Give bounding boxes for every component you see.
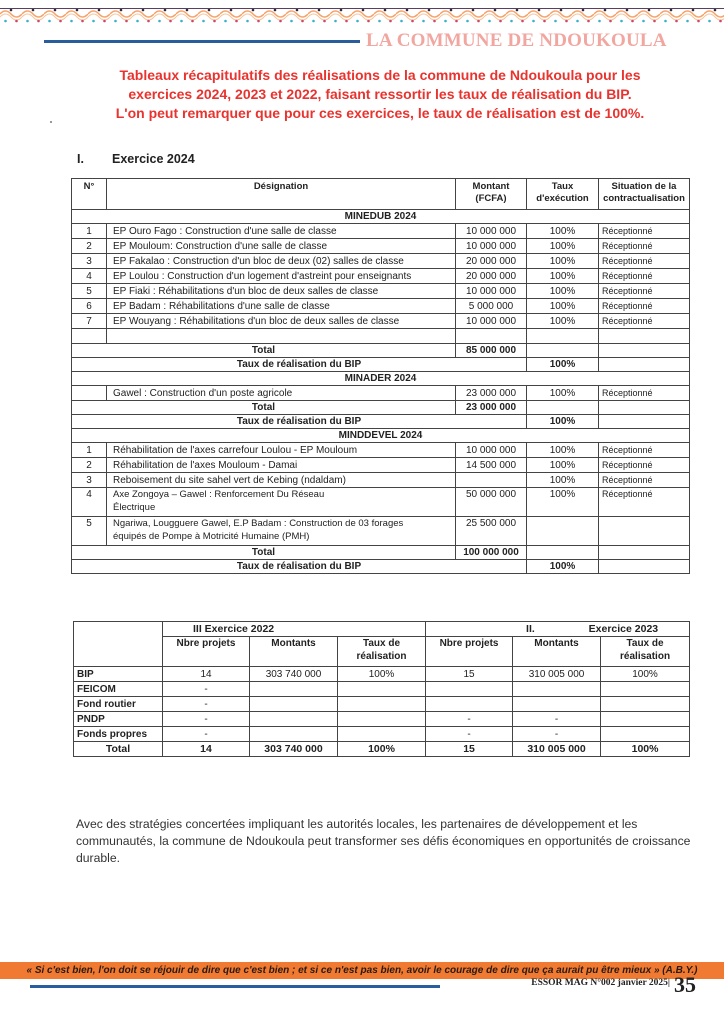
row-designation: Axe Zongoya – Gawel : Renforcement Du Réseau Électrique: [107, 488, 456, 517]
total-row: [72, 401, 690, 415]
rate-label: Taux de réalisation du BIP: [72, 415, 527, 429]
row-designation: EP Badam : Réhabilitations d'une salle de classe: [107, 299, 456, 314]
cell-amount-2022: [250, 682, 338, 697]
rate-label: Taux de réalisation du BIP: [72, 560, 527, 574]
row-amount: 23 000 000: [456, 386, 527, 401]
row-designation: EP Ouro Fago : Construction d'une salle de classe: [107, 224, 456, 239]
row-num: 1: [72, 443, 107, 458]
row-amount: 10 000 000: [456, 443, 527, 458]
cell-projects-2023: -: [426, 712, 513, 727]
group-header-row: [74, 622, 690, 637]
rate-value: 100%: [527, 358, 599, 372]
cell-amount-2023: 310 005 000: [513, 667, 601, 682]
total-label: Total: [72, 344, 456, 358]
cell-rate-2022: [338, 682, 426, 697]
cell-rate-2023: [601, 712, 690, 727]
row-designation: EP Fakalao : Construction d'un bloc de deux (02) salles de classe: [107, 254, 456, 269]
row-rate: 100%: [527, 254, 599, 269]
table-row: [72, 443, 690, 458]
cell-amount-2022: [250, 697, 338, 712]
cell-amount-2022: [250, 727, 338, 742]
table-row: [72, 386, 690, 401]
cell-projects-2023: -: [426, 727, 513, 742]
row-amount: 10 000 000: [456, 284, 527, 299]
group-2023-title: Exercice 2023: [588, 622, 659, 635]
total-amount-2023: 310 005 000: [513, 742, 601, 757]
table-row: [74, 682, 690, 697]
cell-projects-2023: [426, 682, 513, 697]
row-designation: Réhabilitation de l'axes Mouloum - Damai: [107, 458, 456, 473]
rate-value: 100%: [527, 415, 599, 429]
total-rate-2023: 100%: [601, 742, 690, 757]
row-status: Réceptionné: [599, 473, 690, 488]
group-header-2022: III Exercice 2022: [163, 622, 426, 637]
row-amount: 14 500 000: [456, 458, 527, 473]
cell-projects-2022: -: [163, 712, 250, 727]
row-designation: EP Loulou : Construction d'un logement d'astreint pour enseignants: [107, 269, 456, 284]
table-row: [74, 667, 690, 682]
group-row-minddevel: [72, 429, 690, 443]
intro-paragraph: [76, 66, 684, 123]
row-amount: 50 000 000: [456, 488, 527, 517]
total-row: [72, 344, 690, 358]
intro-line: L'on peut remarquer que pour ces exercices, le taux de réalisation est de 100%.: [115, 105, 645, 121]
subheader-row: [74, 637, 690, 667]
row-designation: Réhabilitation de l'axes carrefour Loulou - EP Mouloum: [107, 443, 456, 458]
subheader-amounts-2022: Montants: [250, 637, 338, 667]
col-header-num: N°: [72, 179, 107, 210]
row-status: Réceptionné: [599, 386, 690, 401]
empty-corner-cell: [74, 622, 163, 667]
table-row: [72, 488, 690, 517]
table-row: [74, 712, 690, 727]
rate-row: [72, 560, 690, 574]
total-row: [74, 742, 690, 757]
row-status: Réceptionné: [599, 443, 690, 458]
closing-paragraph: Avec des stratégies concertées impliquant les autorités locales, les partenaires de développement et les communautés, la commune de Ndoukoula peut transformer ses défis économiques en opportunités de croissance durable.: [76, 817, 691, 865]
row-status: [599, 517, 690, 546]
intro-line: exercices 2024, 2023 et 2022, faisant ressortir les taux de réalisation du BIP.: [128, 86, 632, 102]
row-status: Réceptionné: [599, 254, 690, 269]
row-designation: EP Wouyang : Réhabilitations d'un bloc de deux salles de classe: [107, 314, 456, 329]
total-label: Total: [72, 546, 456, 560]
table-row: [72, 284, 690, 299]
group-title: MINADER 2024: [72, 372, 690, 386]
row-label: Fond routier: [74, 697, 163, 712]
cell-rate-2023: [601, 697, 690, 712]
row-amount: 5 000 000: [456, 299, 527, 314]
table-row: [72, 458, 690, 473]
row-amount: 10 000 000: [456, 224, 527, 239]
top-divider-line: [0, 8, 724, 9]
rate-value: 100%: [527, 560, 599, 574]
section-title: Exercice 2024: [112, 152, 195, 166]
total-amount: 100 000 000: [456, 546, 527, 560]
row-status: Réceptionné: [599, 284, 690, 299]
row-label: PNDP: [74, 712, 163, 727]
section-number: I.: [77, 152, 84, 166]
row-rate: 100%: [527, 473, 599, 488]
table-header-row: [72, 179, 690, 210]
total-projects-2023: 15: [426, 742, 513, 757]
total-label: Total: [72, 401, 456, 415]
row-label: Fonds propres: [74, 727, 163, 742]
table-row: [72, 224, 690, 239]
cell-amount-2023: [513, 697, 601, 712]
row-num: 2: [72, 239, 107, 254]
group-row-minedub: [72, 210, 690, 224]
subheader-amounts-2023: Montants: [513, 637, 601, 667]
cell-projects-2022: -: [163, 697, 250, 712]
row-rate: 100%: [527, 443, 599, 458]
row-num: 3: [72, 254, 107, 269]
table-row: [72, 239, 690, 254]
subheader-rate-2022: Taux de réalisation: [338, 637, 426, 667]
row-status: Réceptionné: [599, 488, 690, 517]
rate-label: Taux de réalisation du BIP: [72, 358, 527, 372]
row-rate: [527, 517, 599, 546]
table-row: [74, 697, 690, 712]
row-label: BIP: [74, 667, 163, 682]
subheader-projects-2023: Nbre projets: [426, 637, 513, 667]
row-num: 4: [72, 269, 107, 284]
row-num: 2: [72, 458, 107, 473]
footer-rule: [30, 985, 440, 988]
cell-amount-2023: [513, 682, 601, 697]
cell-rate-2022: [338, 712, 426, 727]
group-title: MINDDEVEL 2024: [72, 429, 690, 443]
row-rate: 100%: [527, 386, 599, 401]
row-rate: 100%: [527, 224, 599, 239]
cell-projects-2022: -: [163, 727, 250, 742]
row-rate: 100%: [527, 314, 599, 329]
total-amount: 85 000 000: [456, 344, 527, 358]
row-status: Réceptionné: [599, 299, 690, 314]
table-row: [72, 269, 690, 284]
decorative-zigzag-border: [0, 4, 724, 24]
row-rate: 100%: [527, 458, 599, 473]
row-amount: 25 500 000: [456, 517, 527, 546]
cell-rate-2023: 100%: [601, 667, 690, 682]
footer-quote: « Si c'est bien, l'on doit se réjouir de dire que c'est bien ; et si ce n'est pas bien, avoir le courage de dire que ça aurait pu être mieux » (A.B.Y.): [26, 965, 698, 976]
total-amount-2022: 303 740 000: [250, 742, 338, 757]
cell-amount-2023: -: [513, 727, 601, 742]
cell-rate-2023: [601, 727, 690, 742]
row-designation: Reboisement du site sahel vert de Kebing (ndaldam): [107, 473, 456, 488]
table-row: [72, 254, 690, 269]
total-row: [72, 546, 690, 560]
row-designation: EP Fiaki : Réhabilitations d'un bloc de deux salles de classe: [107, 284, 456, 299]
header-rule: [44, 40, 360, 43]
row-status: Réceptionné: [599, 458, 690, 473]
group-2023-number: II.: [526, 622, 535, 635]
cell-amount-2022: [250, 712, 338, 727]
row-num: 6: [72, 299, 107, 314]
row-status: Réceptionné: [599, 269, 690, 284]
cell-rate-2022: 100%: [338, 667, 426, 682]
cell-amount-2023: -: [513, 712, 601, 727]
group-header-2023: [426, 622, 690, 637]
empty-row: [72, 329, 690, 344]
col-header-status: Situation de la contractualisation: [599, 179, 690, 210]
row-num: [72, 386, 107, 401]
row-rate: 100%: [527, 488, 599, 517]
subheader-projects-2022: Nbre projets: [163, 637, 250, 667]
row-num: 1: [72, 224, 107, 239]
row-rate: 100%: [527, 299, 599, 314]
row-designation: Ngariwa, Lougguere Gawel, E.P Badam : Construction de 03 forages équipés de Pompe à Motricité Humaine (PMH): [107, 517, 456, 546]
row-amount: 20 000 000: [456, 254, 527, 269]
row-num: 7: [72, 314, 107, 329]
total-rate-2022: 100%: [338, 742, 426, 757]
col-header-rate: Taux d'exécution: [527, 179, 599, 210]
table-row: [72, 473, 690, 488]
table-row: [72, 314, 690, 329]
row-amount: [456, 473, 527, 488]
cell-rate-2022: [338, 697, 426, 712]
row-amount: 10 000 000: [456, 239, 527, 254]
stray-mark: [50, 121, 52, 123]
row-status: Réceptionné: [599, 224, 690, 239]
row-num: 5: [72, 517, 107, 546]
page-title: LA COMMUNE DE NDOUKOULA: [366, 30, 667, 51]
intro-line: Tableaux récapitulatifs des réalisations de la commune de Ndoukoula pour les: [119, 67, 641, 83]
row-designation: Gawel : Construction d'un poste agricole: [107, 386, 456, 401]
rate-row: [72, 415, 690, 429]
col-header-designation: Désignation: [107, 179, 456, 210]
table-row: [74, 727, 690, 742]
total-projects-2022: 14: [163, 742, 250, 757]
row-status: Réceptionné: [599, 314, 690, 329]
row-designation: EP Mouloum: Construction d'une salle de classe: [107, 239, 456, 254]
cell-projects-2023: 15: [426, 667, 513, 682]
cell-projects-2023: [426, 697, 513, 712]
col-header-amount: Montant (FCFA): [456, 179, 527, 210]
row-num: 3: [72, 473, 107, 488]
subheader-rate-2023: Taux de réalisation: [601, 637, 690, 667]
group-row-minader: [72, 372, 690, 386]
row-amount: 20 000 000: [456, 269, 527, 284]
table-row: [72, 517, 690, 546]
row-rate: 100%: [527, 269, 599, 284]
exercise-2024-table: [71, 178, 690, 574]
page-number: 35: [674, 972, 696, 997]
row-label: FEICOM: [74, 682, 163, 697]
row-status: Réceptionné: [599, 239, 690, 254]
row-rate: 100%: [527, 239, 599, 254]
group-title: MINEDUB 2024: [72, 210, 690, 224]
total-amount: 23 000 000: [456, 401, 527, 415]
cell-projects-2022: 14: [163, 667, 250, 682]
cell-amount-2022: 303 740 000: [250, 667, 338, 682]
cell-projects-2022: -: [163, 682, 250, 697]
magazine-issue: ESSOR MAG N°002 janvier 2025|: [531, 978, 670, 988]
summary-2022-2023-table: [73, 621, 690, 757]
row-num: 4: [72, 488, 107, 517]
rate-row: [72, 358, 690, 372]
cell-rate-2023: [601, 682, 690, 697]
row-amount: 10 000 000: [456, 314, 527, 329]
total-label: Total: [74, 742, 163, 757]
table-row: [72, 299, 690, 314]
cell-rate-2022: [338, 727, 426, 742]
row-rate: 100%: [527, 284, 599, 299]
row-num: 5: [72, 284, 107, 299]
